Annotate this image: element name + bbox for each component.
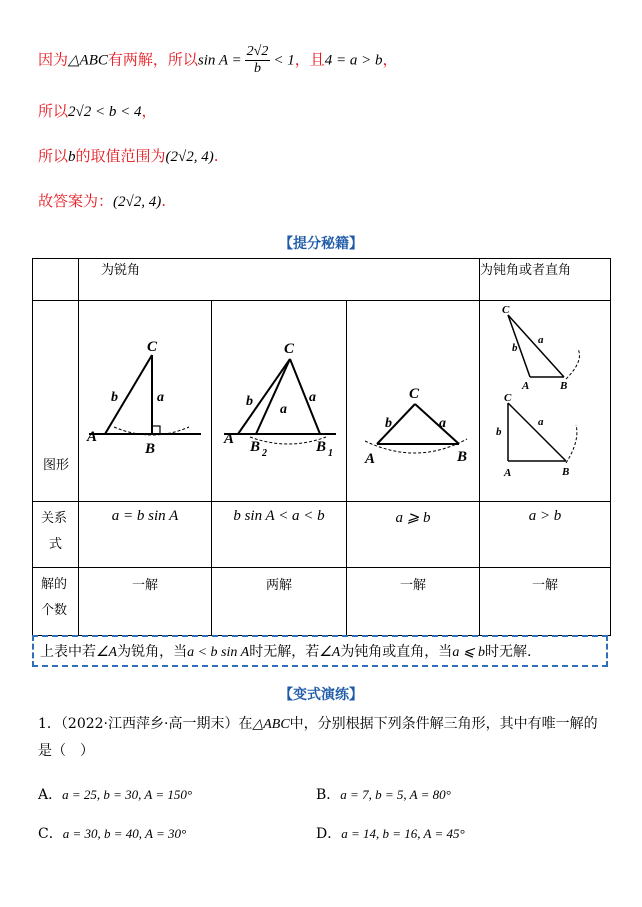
row-label-graph: 图形 <box>33 301 79 502</box>
triangle-label: △ABC <box>252 717 290 732</box>
practice-heading: 【变式演练】 <box>279 687 363 703</box>
header-obtuse: 为钝角或者直角 <box>480 259 611 301</box>
row-label-line: 解的 <box>41 577 68 592</box>
relation-2: b sin A < a < b <box>212 502 347 568</box>
note-box <box>32 635 608 667</box>
label-a-right: a <box>309 390 316 405</box>
text: 上表中若 <box>40 644 96 660</box>
option-letter: B． <box>316 787 341 803</box>
count-1: 一解 <box>79 568 212 636</box>
label-B: B <box>457 449 468 465</box>
question-number: 1． <box>38 716 61 732</box>
text: 为钝角或直角，当 <box>340 644 453 660</box>
option-letter: D． <box>316 826 342 842</box>
label-a-left: a <box>280 402 287 417</box>
inequality: 2√2 < b < 4 <box>68 104 142 120</box>
angle-symbol: ∠A <box>96 645 118 660</box>
interval: (2√2, 4) <box>165 149 214 165</box>
label-a-bottom: a <box>538 416 544 428</box>
text: ， <box>382 50 398 69</box>
count-2: 两解 <box>212 568 347 636</box>
row-label-line: 式 <box>49 537 63 552</box>
label-a-top: a <box>538 334 544 346</box>
option-text: a = 30, b = 40, A = 30° <box>62 826 187 841</box>
option-a[interactable] <box>38 784 192 804</box>
sin-expression: sin A = <box>197 52 242 69</box>
header-acute: 为锐角 <box>79 259 480 301</box>
text: ，且 <box>294 50 325 69</box>
label-A: A <box>224 431 235 447</box>
triangle-label: △ABC <box>68 52 108 69</box>
relation-1: a = b sin A <box>79 502 212 568</box>
text: 为锐角，当 <box>117 644 188 660</box>
figure-two-solutions <box>212 301 346 497</box>
text: 因为 <box>38 50 69 69</box>
label-C: C <box>409 386 420 402</box>
fraction-denominator: b <box>254 61 261 76</box>
figure-cell-3 <box>347 301 480 502</box>
text: 所以 <box>38 102 69 120</box>
condition: a < b sin A <box>187 645 250 660</box>
option-letter: C． <box>38 826 63 842</box>
label-C-bottom: C <box>504 392 512 404</box>
text: 有两解，所以 <box>107 50 198 69</box>
question-line-2: 是（ ） <box>38 743 94 759</box>
answer-label: 故答案为： <box>38 192 114 210</box>
row-label-line: 个数 <box>41 603 68 618</box>
summary-table <box>32 258 611 636</box>
text: 在 <box>238 716 253 732</box>
variable: b <box>68 149 76 165</box>
answer-interval: (2√2, 4) <box>113 194 162 210</box>
label-B1: B <box>316 439 327 455</box>
solution-line-3 <box>38 145 219 166</box>
figure-cell-1 <box>79 301 212 502</box>
text: . <box>161 192 167 210</box>
option-b[interactable] <box>316 784 451 804</box>
table-header-row <box>33 259 611 301</box>
count-4: 一解 <box>480 568 611 636</box>
label-sub-1: 1 <box>328 448 333 459</box>
condition: 4 = a > b <box>324 52 383 69</box>
figure-cell-2 <box>212 301 347 502</box>
angle-symbol: ∠A <box>319 645 341 660</box>
text: 的取值范围为 <box>75 147 166 165</box>
count-3: 一解 <box>347 568 480 636</box>
fraction-numerator: 2√2 <box>246 44 269 59</box>
label-A: A <box>87 429 98 445</box>
label-A-bottom: A <box>504 467 512 479</box>
label-a: a <box>439 416 446 431</box>
table-row-relation <box>33 502 611 568</box>
row-label-line: 关系 <box>41 511 68 526</box>
label-B: B <box>145 441 156 457</box>
solution-line-4 <box>38 190 166 211</box>
text: 所以 <box>38 147 69 165</box>
text: . <box>213 147 219 165</box>
label-b: b <box>246 394 253 409</box>
label-B-top: B <box>560 380 568 392</box>
label-b: b <box>385 416 392 431</box>
figure-obtuse-right <box>480 301 610 497</box>
table-row-graph <box>33 301 611 502</box>
label-C: C <box>284 341 295 357</box>
label-C: C <box>147 339 158 355</box>
relation-4: a > b <box>480 502 611 568</box>
row-label-relation <box>33 502 79 568</box>
condition: a ⩽ b <box>452 645 486 660</box>
option-letter: A． <box>38 787 63 803</box>
label-C-top: C <box>502 304 510 316</box>
corner-cell <box>33 259 79 301</box>
label-sub-2: 2 <box>262 448 267 459</box>
solution-line-2 <box>38 100 157 121</box>
option-d[interactable] <box>316 823 465 843</box>
option-text: a = 7, b = 5, A = 80° <box>340 787 451 802</box>
option-text: a = 25, b = 30, A = 150° <box>62 787 193 802</box>
text: 时无解. <box>485 644 532 660</box>
figure-right-angle <box>79 301 211 497</box>
solution-line-1 <box>38 44 398 77</box>
relation-3: a ⩾ b <box>347 502 480 568</box>
label-b: b <box>111 390 118 405</box>
label-A-top: A <box>522 380 530 392</box>
tips-heading: 【提分秘籍】 <box>279 236 363 252</box>
figure-cell-4 <box>480 301 611 502</box>
label-B-bottom: B <box>562 466 570 478</box>
label-b-top: b <box>512 342 518 354</box>
label-B2: B <box>250 439 261 455</box>
figure-a-ge-b <box>347 301 479 497</box>
row-label-count <box>33 568 79 636</box>
text: ， <box>141 102 157 120</box>
text: 中，分别根据下列条件解三角形，其中有唯一解的 <box>289 716 598 732</box>
inequality: < 1 <box>273 52 295 69</box>
option-text: a = 14, b = 16, A = 45° <box>341 826 465 841</box>
option-c[interactable] <box>38 823 186 843</box>
label-A: A <box>365 451 376 467</box>
label-b-bottom: b <box>496 426 502 438</box>
text: 时无解，若 <box>249 644 320 660</box>
question-line-1 <box>38 713 598 733</box>
fraction <box>245 44 271 77</box>
table-row-count <box>33 568 611 636</box>
label-a: a <box>157 390 164 405</box>
question-source: （2022·江西萍乡·高一期末） <box>60 716 239 732</box>
